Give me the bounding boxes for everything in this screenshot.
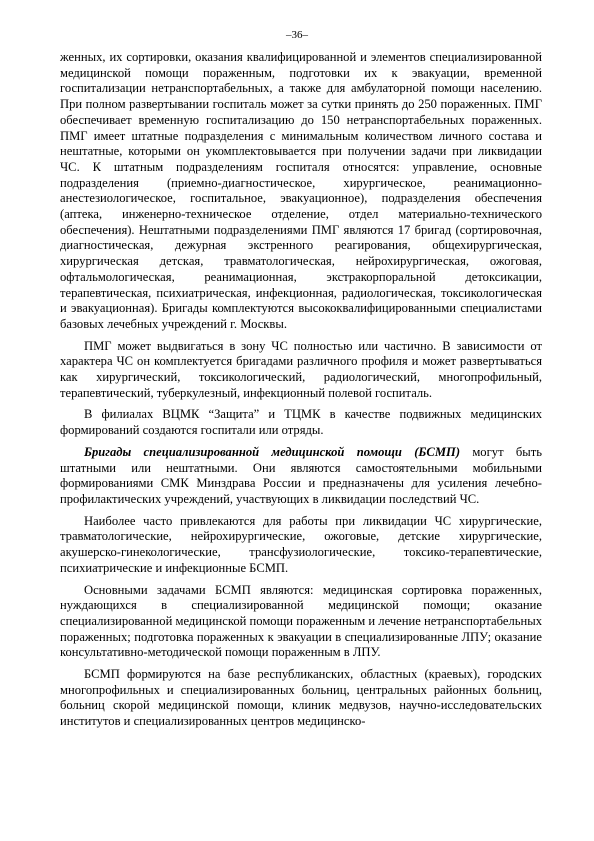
- paragraph-bsmp-tasks: Основными задачами БСМП являются: медицинская сортировка пораженных, нуждающихся в специализированной медицинской помощи; оказание специализированной медицинской помощи пораженным и лечение нетранспортабельных пораженных; подготовка пораженных к эвакуации в специализированные ЛПУ; оказание консультативно-методической помощи пораженным в ЛПУ.: [60, 582, 542, 660]
- paragraph-pmg-deployment: ПМГ может выдвигаться в зону ЧС полностью или частично. В зависимости от характера ЧС он комплектуется бригадами различного профиля и может развертываться как хирургический, токсикологический, радиологический, многопрофильный, терапевтический, туберкулезный, инфекционный полевой госпиталь.: [60, 338, 542, 400]
- page-number: –36–: [286, 29, 308, 41]
- bsmp-definition-text: могут быть штатными или нештатными. Они являются самостоятельными мобильными формированиями СМК Минздрава России и предназначены для усиления лечебно-профилактических учреждений, участвующих в ликвидации последствий ЧС.: [60, 444, 542, 506]
- paragraph-branches: В филиалах ВЦМК “Защита” и ТЦМК в качестве подвижных медицинских формирований создаются госпитали или отряды.: [60, 407, 542, 438]
- paragraph-bsmp-definition: [60, 445, 542, 508]
- bsmp-term: Бригады специализированной медицинской помощи (БСМП): [84, 444, 461, 459]
- paragraph-bsmp-types: Наиболее часто привлекаются для работы при ликвидации ЧС хирургические, травматологические, нейрохирургические, ожоговые, детские хирургические, акушерско-гинекологические, трансфузиологические, токсико-терапевтические, психиатрические и инфекционные БСМП.: [60, 513, 542, 575]
- page-body: [60, 50, 542, 736]
- paragraph-continuation: женных, их сортировки, оказания квалифицированной и элементов специализированной медицинской помощи пораженным, подготовки их к эвакуации, временной госпитализации нетранспортабельных, а также для амбулаторной помощи населению. При полном развертывании госпиталь может за сутки принять до 250 пораженных. ПМГ обеспечивает временную госпитализацию до 150 нетранспортабельных пораженных. ПМГ имеет штатные подразделения с минимальным количеством личного состава и нештатные, которыми он укомплектовывается при получении задачи при ликвидации ЧС. К штатным подразделениям госпиталя относятся: управление, основные подразделения (приемно-диагностическое, хирургическое, реанимационно-анестезиологическое, госпитальное, эвакуационное), подразделения обеспечения (аптека, инженерно-техническое отделение, отдел материально-технического обеспечения). Нештатными подразделениями ПМГ являются 17 бригад (сортировочная, диагностическая, дежурная экстренного реагирования, общехирургическая, хирургическая детская, травматологическая, нейрохирургическая, ожоговая, офтальмологическая, реанимационная, экстракорпоральной детоксикации, терапевтическая, психиатрическая, инфекционная, радиологическая, токсикологическая и эвакуационная). Бригады комплектуются высококвалифицированными специалистами базовых лечебных учреждений г. Москвы.: [60, 50, 542, 331]
- paragraph-bsmp-formation: БСМП формируются на базе республиканских, областных (краевых), городских многопрофильных и специализированных больниц, центральных районных больниц, больниц скорой медицинской помощи, клиник медвузов, научно-исследовательских институтов и специализированных центров медицинско-: [60, 667, 542, 729]
